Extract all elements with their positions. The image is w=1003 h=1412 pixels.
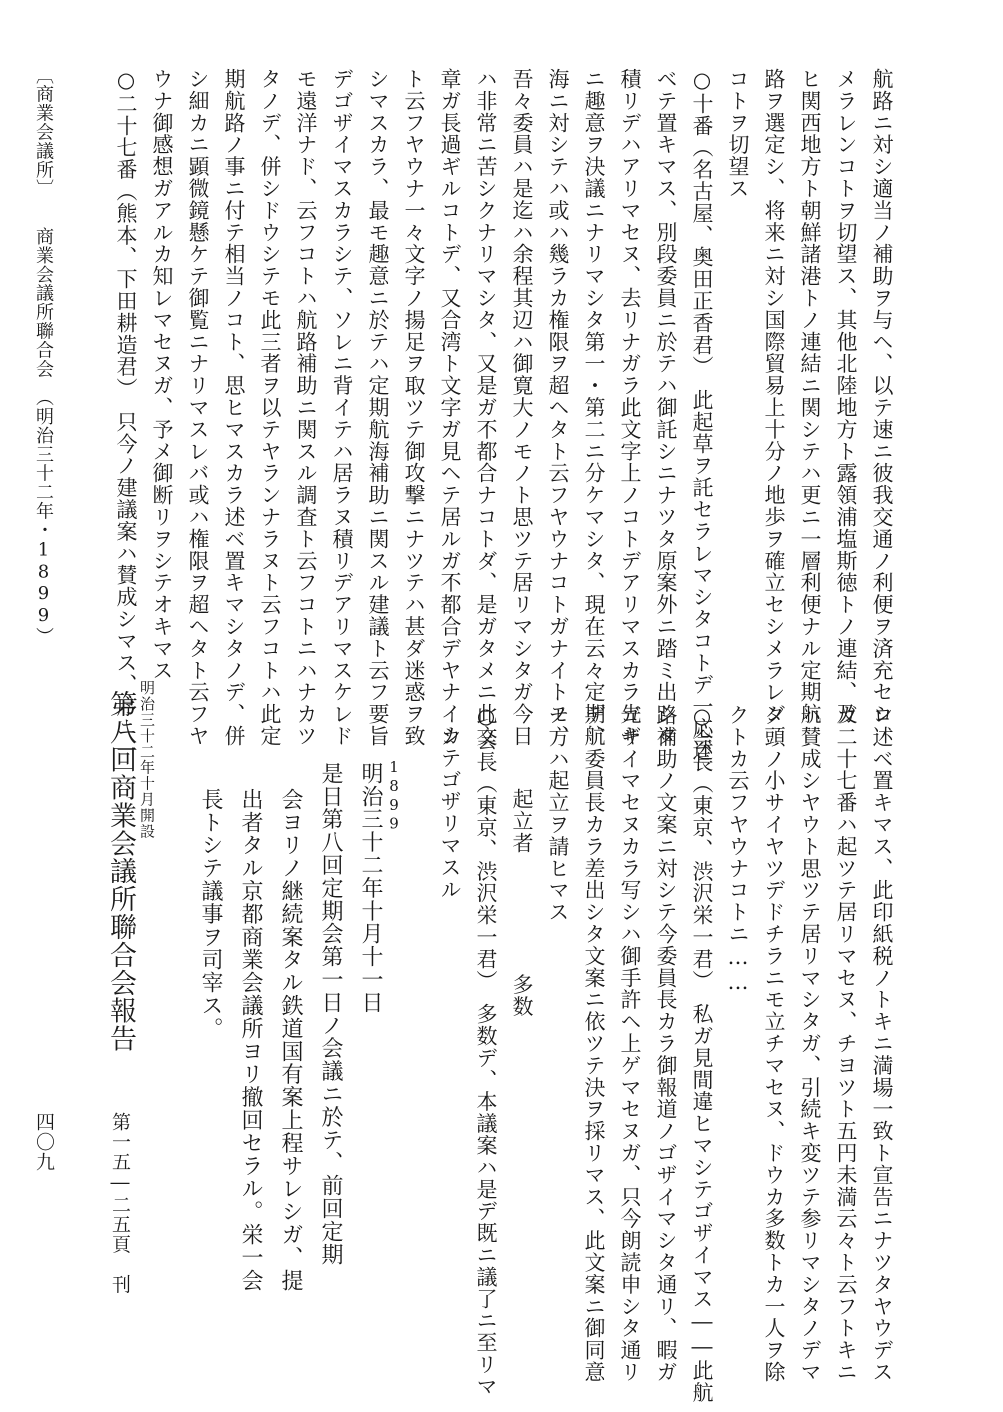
text-column: ダ頭ノ小サイヤツデドチラニモ立チマセヌ、ドウカ多数トカ一人ヲ除 <box>762 704 786 1383</box>
session-body: 出者タル京都商業会議所ヨリ撤回セラル。栄一会 <box>238 788 263 1292</box>
text-column: 路ヲ選定シ、将来ニ対シ国際貿易上十分ノ地歩ヲ確立セシメラレン <box>762 68 786 725</box>
text-column: タノデ、併シドウシテモ此三者ヲ以テヤランナラヌト云フコトハ此定 <box>258 68 282 747</box>
running-head-org: 〔商業会議所〕 <box>33 66 54 190</box>
text-column: 期航路ノ事ニ付テ相当ノコト、思ヒマスカラ述ベ置キマシタノデ、併 <box>222 68 246 747</box>
rising-vote <box>511 704 532 1018</box>
text-column: ゴザイマセヌカラ写シハ御手許ヘ上ゲマセヌガ、只今朗読申シタ通リ <box>618 704 642 1383</box>
text-column: デゴザイマスカラシテ、ソレニ背イテハ居ラヌ積リデアリマスケレド <box>330 68 354 747</box>
speech-column: ○会長（東京、渋沢栄一君） 私ガ見間違ヒマシテゴザイマス――此航 <box>690 704 714 1404</box>
session-year: 1899 <box>385 758 403 834</box>
text-column: ハ賛成シヤウト思ツテ居リマシタガ、引続キ変ツテ参リマシタノデマ <box>798 704 822 1383</box>
source-opened: 明治三十二年十月開設 <box>138 680 156 839</box>
session-body: 是日第八回定期会第一日ノ会議ニ於テ、前回定期 <box>318 762 343 1266</box>
text-column: ノ方ハ起立ヲ請ヒマス <box>546 704 570 923</box>
text-column: シテゴザリマスル <box>438 725 462 901</box>
text-column: シマスカラ、最モ趣意ニ於テハ定期航海補助ニ関スル建議ト云フ要旨 <box>366 68 390 747</box>
source-kan: 刊 <box>109 1274 131 1295</box>
text-column: コトヲ切望ス <box>726 68 750 200</box>
text-column: 航路ニ対シ適当ノ補助ヲ与ヘ、以テ速ニ彼我交通ノ利便ヲ済充セシ <box>870 68 894 725</box>
running-head-period: （明治三十二年・1899） <box>33 397 54 646</box>
text-column: ト云フヤウナ一々文字ノ揚足ヲ取ツテ御攻撃ニナツテハ甚ダ迷惑ヲ致 <box>402 68 426 747</box>
speech-column: ○十番（名古屋、奥田正香君） 此起草ヲ託セラレマシタコトデ一応述 <box>690 68 714 762</box>
source-pages-range: 第一五―二五頁 <box>109 1112 131 1255</box>
text-column: ロ述ベ置キマス、此印紙税ノトキニ満場一致ト宣告ニナツタヤウデス <box>870 704 894 1383</box>
running-head-title: 商業会議所聯合会 <box>33 227 54 379</box>
text-column: シ細カニ顕微鏡懸ケテ御覧ニナリマスレバ或ハ権限ヲ超ヘタト云フヤ <box>186 68 210 747</box>
text-column: クトカ云フヤウナコトニ…… <box>726 704 750 995</box>
text-column: ウナ御感想ガアルカ知レマセヌガ、予メ御断リヲシテオキマス <box>150 68 174 682</box>
text-column: 路補助ノ文案ニ対シテ今委員長カラ御報道ノゴザイマシタ通リ、暇ガ <box>654 704 678 1383</box>
rising-value: 多数 <box>510 973 534 1018</box>
running-head <box>34 66 52 646</box>
page-number: 四〇九 <box>33 1112 55 1172</box>
text-column: 海ニ対シテハ或ハ幾ラカ権限ヲ超ヘタト云フヤウナコトガナイトモ、 <box>546 68 570 747</box>
text-column: ハ非常ニ苦シクナリマシタ、又是ガ不都合ナコトダ、是ガタメニ此文 <box>474 68 498 747</box>
text-column: 積リデハアリマセヌ、去リナガラ此文字上ノコトデアリマスカラ先キ <box>618 68 642 747</box>
rising-label: 起立者 <box>510 788 534 854</box>
text-column: 吾々委員ハ是迄ハ余程其辺ハ御寛大ノモノト思ツテ居リマシタガ今日 <box>510 68 534 747</box>
text-column: ニ趣意ヲ決議ニナリマシタ第一・第二ニ分ケマシタ、現在云々定期航 <box>582 68 606 747</box>
session-body: 長トシテ議事ヲ司宰ス。 <box>198 788 223 1040</box>
speech-column: ○二十七番（熊本、下田耕造君） 只今ノ建議案ハ賛成シマス、序ニ一 <box>114 68 138 762</box>
session-date: 明治三十二年十月十一日 <box>358 762 383 1014</box>
session-body: 会ヨリノ継続案タル鉄道国有案上程サレシガ、提 <box>278 788 303 1292</box>
source-pages <box>110 1112 129 1294</box>
text-column: ヒ関西地方ト朝鮮諸港トノ連結ニ関シテハ更ニ一層利便ナル定期航 <box>798 68 822 725</box>
text-column: ガ二十七番ハ起ツテ居リマセヌ、チヨツト五円未満云々ト云フトキニ <box>834 704 858 1383</box>
text-column: ベテ置キマス、別段委員ニ於テハ御託シニナツタ原案外ニ踏ミ出シタ <box>654 68 678 747</box>
text-column: メラレンコトヲ切望ス、其他北陸地方ト露領浦塩斯徳トノ連結、及 <box>834 68 858 725</box>
text-column: モ遠洋ナド、云フコトハ航路補助ニ関スル調査ト云フコトニハナカツ <box>294 68 318 747</box>
text-column: デ、委員長カラ差出シタ文案ニ依ツテ決ヲ採リマス、此文案ニ御同意 <box>582 704 606 1383</box>
source-title: 第八回商業会議所聯合会報告 <box>105 690 136 1053</box>
text-column: 章ガ長過ギルコトデ、又合湾ト文字ガ見ヘテ居ルガ不都合デヤナイカ <box>438 68 462 747</box>
speech-column: ○会長（東京、渋沢栄一君） 多数デ、本議案ハ是デ既ニ議了ニ至リマ <box>474 704 498 1398</box>
